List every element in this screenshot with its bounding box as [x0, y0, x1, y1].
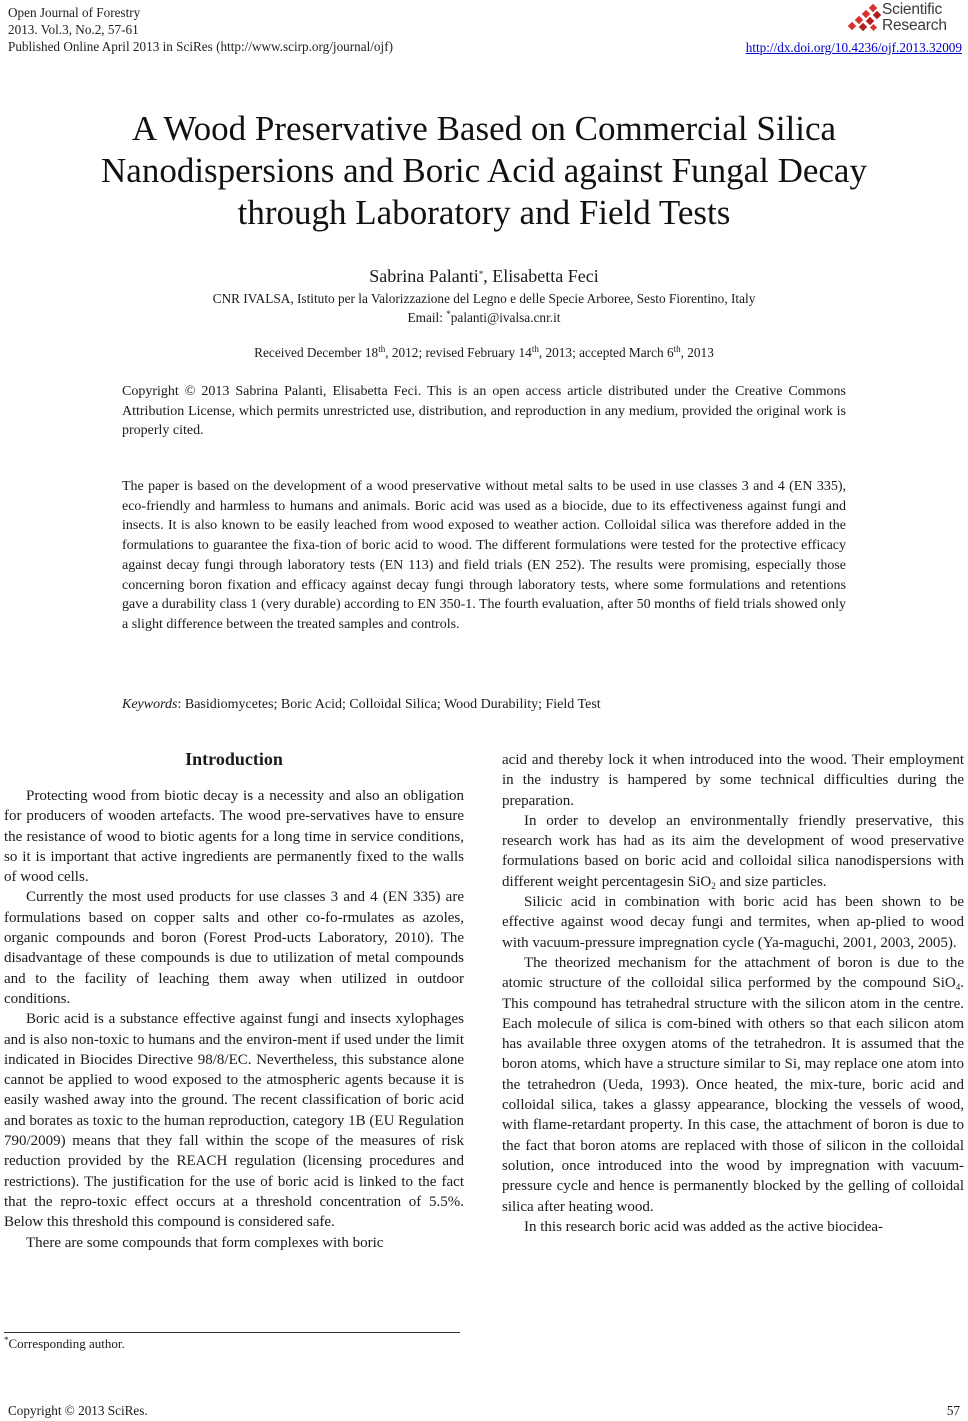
journal-volume: 2013. Vol.3, No.2, 57-61	[8, 22, 139, 37]
doi-link[interactable]: http://dx.doi.org/10.4236/ojf.2013.32009	[745, 40, 962, 55]
paragraph	[502, 811, 964, 892]
accepted-date: , 2013; accepted March 6	[538, 345, 674, 360]
footnote-divider	[4, 1332, 460, 1333]
paragraph: In this research boric acid was added as the active biocidea-	[524, 1218, 884, 1235]
footer-copyright: Copyright © 2013 SciRes.	[8, 1403, 148, 1418]
email-label: Email:	[407, 310, 447, 325]
paragraph-continuation: acid and thereby lock it when introduced into the wood. Their employment in the industry is hampered by some technical difficulties during the preparation.	[502, 752, 964, 809]
author-name: Elisabetta Feci	[492, 266, 599, 286]
logo-word-research: Research	[882, 17, 947, 34]
paragraph-text: . This compound has tetrahedral structure with the silicon atom in the centre. Each molecule of silica is com-bined with others so that each silicon atom has available three oxygen atoms of the tetrahedron. It is assumed that the boron atoms, which have a structure similar to Si, may replace one atom into the tetrahedron (Ueda, 1993). Once heated, the mix-ture, boric acid and colloidal silica, takes a glassy appearance, blocking the vessels of wood, with flame-retardant property. In this case, the attachment of boron is due to the fact that boron atoms are replaced with those of silicon in the colloidal solution, once introduced into the wood by impregnation with vacuum-pressure cycle and hence is permanently blocked by the gelling of colloidal silica after heating wood.	[502, 975, 964, 1215]
paragraph-text: and size particles.	[715, 873, 827, 890]
title-line-2: Nanodispersions and Boric Acid against Fungal Decay	[101, 151, 867, 190]
received-dates	[0, 345, 968, 361]
left-column	[4, 786, 464, 1253]
affiliation: CNR IVALSA, Istituto per la Valorizzazione del Legno e delle Specie Arboree, Sesto Fiorentino, Italy	[212, 291, 756, 306]
date-year: , 2013	[680, 345, 714, 360]
journal-header	[8, 4, 393, 55]
page-number: 57	[946, 1403, 960, 1418]
logo-word-scientific: Scientific	[882, 1, 943, 18]
email-address: palanti@ivalsa.cnr.it	[450, 310, 561, 325]
keywords-label: Keywords	[122, 697, 178, 712]
author-name: Sabrina Palanti	[369, 266, 479, 286]
revised-date: , 2012; revised February 14	[385, 345, 532, 360]
email-mark: *	[446, 309, 451, 319]
journal-name: Open Journal of Forestry	[8, 5, 141, 20]
footnote-text: Corresponding author.	[8, 1336, 125, 1351]
paragraph: Silicic acid in combination with boric acid has been shown to be effective against wood decay fungi and termites, when ap-plied to wood with vacuum-pressure impregnation cycle (Ya-maguchi, 2001, 2003, 2005).	[502, 894, 964, 951]
journal-published-line: Published Online April 2013 in SciRes (http://www.scirp.org/journal/ojf)	[8, 39, 393, 54]
paragraph	[502, 953, 964, 1217]
paper-title	[40, 108, 928, 234]
subscript: 4	[955, 982, 961, 993]
title-line-3: through Laboratory and Field Tests	[237, 193, 731, 232]
section-heading-introduction: Introduction	[185, 749, 283, 769]
paragraph-text: In order to develop an environmentally friendly preservative, this research work has had as its aim the development of wood preservative formulations based on boric acid and colloidal silica nanodispersions with different weight percentagesin SiO	[502, 812, 964, 890]
logo-wordmark	[882, 2, 947, 34]
ordinal-suffix: th	[673, 344, 681, 354]
publisher-logo	[846, 2, 962, 38]
author-list	[0, 266, 968, 287]
paragraph: There are some compounds that form complexes with boric	[26, 1234, 384, 1251]
abstract: The paper is based on the development of a wood preservative without metal salts to be used in use classes 3 and 4 (EN 335), eco-friendly and harmless to humans and animals. Boric acid was used as a biocide, due to its effectiveness against fungi and insects. It is also known to be easily leached from wood exposed to weather action. Colloidal silica was therefore added in the formulations to guarantee the fixa-tion of boric acid to wood. The different formulations were tested for the protective efficacy against decay fungi through laboratory tests (EN 113) and field trials (EN 252). The results were promising, especially those concerning boron fixation and efficacy against decay fungi through laboratory tests, where some formulations and retentions gave a durability class 1 (very durable) according to EN 350-1. The fourth evaluation, after 50 months of field trials showed only a slight difference between the treated samples and controls.	[122, 479, 846, 632]
paragraph-text: The theorized mechanism for the attachment of boron is due to the atomic structure of the colloidal silica performed by the compound SiO	[502, 954, 964, 992]
footnote-mark: *	[4, 1335, 9, 1345]
title-line-1: A Wood Preservative Based on Commercial Silica	[131, 109, 837, 148]
right-column	[502, 750, 964, 1237]
ordinal-suffix: th	[531, 344, 539, 354]
keywords-list: : Basidiomycetes; Boric Acid; Colloidal Silica; Wood Durability; Field Test	[177, 697, 601, 712]
scientific-research-logo-icon	[846, 4, 884, 36]
subscript: 2	[711, 880, 716, 891]
received-date: Received December 18	[254, 345, 379, 360]
author-separator: ,	[483, 266, 493, 286]
paragraph: Boric acid is a substance effective against fungi and insects xylophages and is also non-toxic to humans and the environ-ment if used under the limit indicated in Biocides Directive 98/8/EC. Nevertheless, this substance alone cannot be applied to wood exposed to the atmospheric agents because it is easily washed away into the ground. The recent classification of boric acid and borates as toxic to the human reproduction, category 1B (EU Regulation 790/2009) means that they fall within the scope of the measures of risk reduction provided by the REACH regulation (licensing procedures and restrictions). The justification for the use of boric acid is linked to the fact that the repro-toxic effect occurs at a threshold concentration of 5.5%. Below this threshold this compound is considered safe.	[4, 1011, 464, 1231]
footnote	[4, 1336, 125, 1352]
keywords	[122, 695, 846, 715]
email-line	[0, 310, 968, 326]
copyright-notice: Copyright © 2013 Sabrina Palanti, Elisabetta Feci. This is an open access article distributed under the Creative Commons Attribution License, which permits unrestricted use, distribution, and reproduction in any medium, provided the original work is properly cited.	[122, 384, 846, 439]
paragraph: Currently the most used products for use classes 3 and 4 (EN 335) are formulations based on copper salts and other co-fo-rmulates as azoles, organic compounds and boron (Forest Prod-ucts Laboratory, 2010). The disadvantage of these compounds is due to utilization of metal compounds and to the facility of leaching them away when utilized in outdoor conditions.	[4, 889, 464, 1007]
corresponding-author-mark: *	[478, 269, 484, 279]
paragraph: Protecting wood from biotic decay is a necessity and also an obligation for producers of wooden artefacts. The wood pre-servatives have to ensure the resistance of wood to biotic agents for a long time in service conditions, so it is important that active ingredients are permanently fixed to the walls of wood cells.	[4, 788, 464, 886]
ordinal-suffix: th	[378, 344, 386, 354]
